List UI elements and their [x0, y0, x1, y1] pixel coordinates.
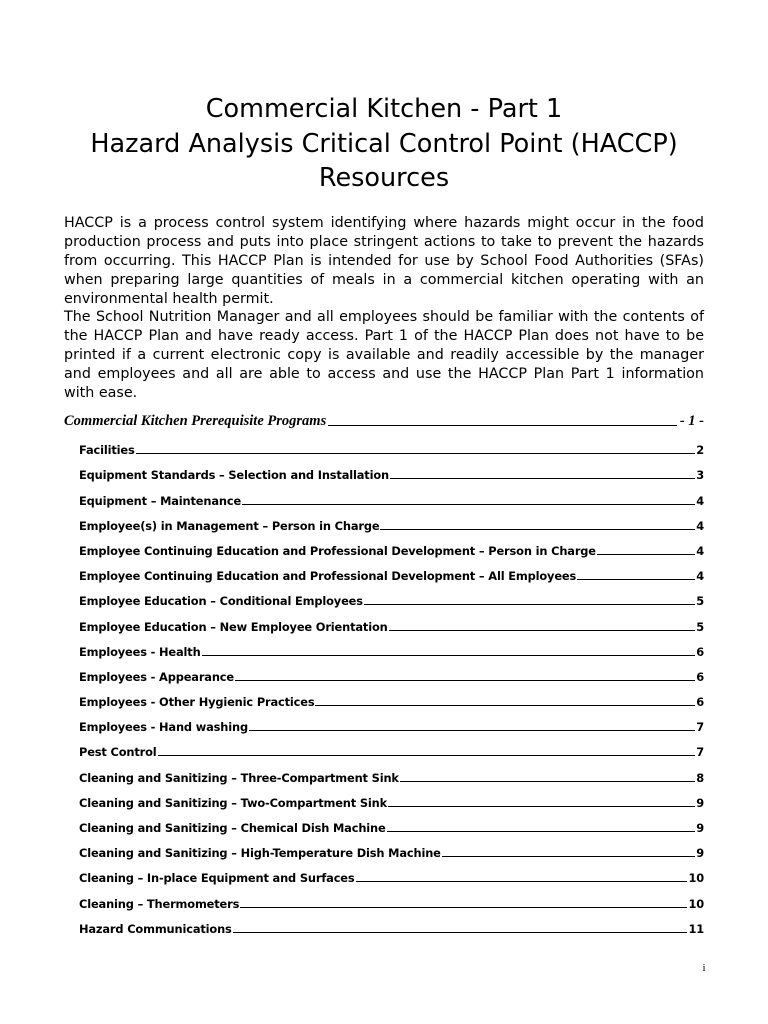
toc-leader-line: [240, 907, 687, 908]
toc-entry-page: 4: [696, 493, 704, 508]
toc-entry[interactable]: [79, 432, 704, 457]
toc-heading-page: - 1 -: [679, 413, 704, 429]
toc-entry-page: 6: [696, 695, 704, 710]
toc-leader-line: [356, 881, 688, 882]
toc-entry[interactable]: [79, 634, 704, 659]
toc-entry[interactable]: [79, 709, 704, 734]
toc-entry-page: 6: [696, 669, 704, 684]
toc-entry-label: Pest Control: [79, 745, 157, 760]
toc-entry-label: Facilities: [79, 443, 135, 458]
toc-leader-line: [390, 478, 695, 479]
toc-entry-page: 10: [688, 871, 704, 886]
toc-entry-page: 9: [696, 846, 704, 861]
toc-entry[interactable]: [79, 810, 704, 835]
toc-entry[interactable]: [79, 911, 704, 936]
toc-entry[interactable]: [79, 885, 704, 910]
intro-paragraph: HACCP is a process control system identifying where hazards might occur in the food production process and puts into place stringent actions to take to prevent the hazards from occurring. This HACCP Plan is intended for use by School Food Authorities (SFAs) when preparing large quantities of meals in a commercial kitchen operating with an environmental health permit.: [64, 215, 704, 307]
toc-entry-label: Employee Education – Conditional Employees: [79, 594, 363, 609]
toc-leader-line: [249, 730, 695, 731]
toc-leader-line: [202, 655, 696, 656]
page-number: i: [702, 962, 706, 974]
title-line-2: Hazard Analysis Critical Control Point (HACCP): [90, 128, 678, 159]
toc-entry[interactable]: [79, 860, 704, 885]
toc-entry-label: Cleaning – In-place Equipment and Surfaces: [79, 871, 355, 886]
toc-entry[interactable]: [79, 608, 704, 633]
toc-entry-label: Employee Continuing Education and Professional Development – Person in Charge: [79, 543, 596, 558]
toc-leader-line: [577, 579, 695, 580]
toc-entry-page: 4: [696, 518, 704, 533]
toc-leader-line: [158, 755, 696, 756]
toc-entry-page: 4: [696, 543, 704, 558]
toc-entry[interactable]: [79, 482, 704, 507]
toc-leader-line: [136, 453, 696, 454]
toc-entry-label: Employee Education – New Employee Orientation: [79, 619, 388, 634]
toc-entry[interactable]: [79, 835, 704, 860]
toc-leader-line: [233, 932, 688, 933]
toc-entry-page: 7: [696, 745, 704, 760]
toc-leader-line: [315, 705, 695, 706]
toc-leader-line: [242, 504, 695, 505]
access-paragraph: The School Nutrition Manager and all employees should be familiar with the contents of the HACCP Plan and have ready access. Part 1 of the HACCP Plan does not have to be printed if a current electronic copy is available and readily accessible by the manager and employees and all are able to access and use the HACCP Plan Part 1 information with ease.: [64, 309, 704, 401]
toc-entry-label: Cleaning and Sanitizing – Two-Compartment Sink: [79, 795, 388, 810]
toc-leader-line: [364, 604, 695, 605]
toc-entry[interactable]: [79, 583, 704, 608]
toc-leader-line: [597, 554, 695, 555]
toc-entry-label: Hazard Communications: [79, 921, 232, 936]
document-title: [0, 92, 768, 196]
toc-entry[interactable]: [79, 457, 704, 482]
toc-entry-label: Cleaning – Thermometers: [79, 896, 240, 911]
toc-entry-page: 5: [696, 619, 704, 634]
toc-entry[interactable]: [79, 659, 704, 684]
title-line-1: Commercial Kitchen - Part 1: [205, 94, 563, 124]
toc-entry[interactable]: [79, 785, 704, 810]
title-line-3: Resources: [318, 163, 450, 193]
toc-entry-label: Employees - Appearance: [79, 669, 234, 684]
toc-heading[interactable]: [64, 410, 704, 430]
toc-entry-page: 10: [688, 896, 704, 911]
toc-leader-line: [235, 680, 695, 681]
toc-entry-page: 4: [696, 569, 704, 584]
toc-entry-page: 5: [696, 594, 704, 609]
toc-entry-label: Equipment – Maintenance: [79, 493, 242, 508]
toc-heading-label: Commercial Kitchen Prerequisite Programs: [64, 413, 327, 429]
toc-entry-page: 3: [696, 468, 704, 483]
toc-entry-page: 2: [696, 443, 704, 458]
toc-entry-label: Cleaning and Sanitizing – Three-Compartment Sink: [79, 770, 399, 785]
toc-entry-page: 11: [688, 921, 704, 936]
table-of-contents: [79, 432, 704, 936]
toc-leader-line: [387, 831, 696, 832]
toc-entry[interactable]: [79, 759, 704, 784]
toc-entry-page: 6: [696, 644, 704, 659]
toc-leader-line: [328, 425, 677, 426]
toc-entry-label: Employees - Hand washing: [79, 720, 248, 735]
toc-entry-label: Employees - Health: [79, 644, 201, 659]
toc-leader-line: [389, 630, 696, 631]
toc-entry[interactable]: [79, 734, 704, 759]
toc-entry-label: Equipment Standards – Selection and Installation: [79, 468, 389, 483]
toc-entry-page: 9: [696, 795, 704, 810]
toc-leader-line: [442, 856, 695, 857]
toc-entry-page: 8: [696, 770, 704, 785]
toc-entry[interactable]: [79, 533, 704, 558]
toc-entry[interactable]: [79, 684, 704, 709]
toc-entry-label: Employee Continuing Education and Professional Development – All Employees: [79, 569, 577, 584]
toc-entry-label: Employees - Other Hygienic Practices: [79, 695, 315, 710]
toc-entry[interactable]: [79, 508, 704, 533]
toc-leader-line: [400, 781, 695, 782]
toc-entry-page: 9: [696, 821, 704, 835]
toc-entry-label: Cleaning and Sanitizing – Chemical Dish Machine: [79, 821, 386, 835]
toc-entry[interactable]: [79, 558, 704, 583]
toc-entry-label: Employee(s) in Management – Person in Charge: [79, 518, 380, 533]
toc-entry-page: 7: [696, 720, 704, 735]
toc-leader-line: [380, 529, 695, 530]
toc-entry-label: Cleaning and Sanitizing – High-Temperature Dish Machine: [79, 846, 441, 861]
toc-leader-line: [388, 806, 695, 807]
